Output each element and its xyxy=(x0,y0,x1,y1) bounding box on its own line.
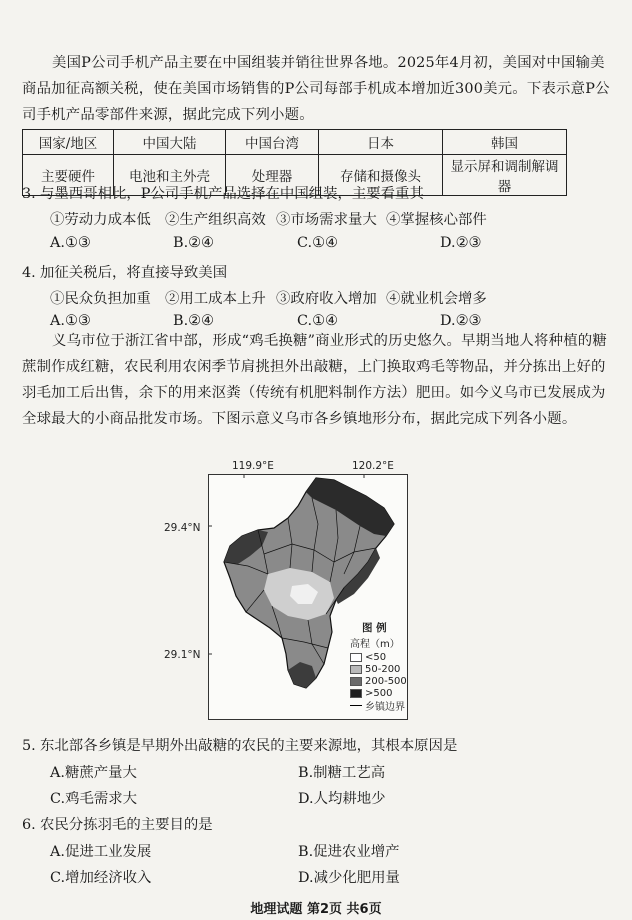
legend-line-swatch xyxy=(350,705,362,706)
yiwu-terrain-map xyxy=(160,460,420,722)
longitude-label-left: 119.9°E xyxy=(232,460,274,472)
choice-a[interactable]: A.糖蔗产量大 xyxy=(50,765,137,781)
statement-item: ③政府收入增加 xyxy=(276,291,377,307)
choice-b[interactable]: B.促进农业增产 xyxy=(298,844,400,860)
choice-c[interactable]: C.鸡毛需求大 xyxy=(50,791,138,807)
legend-item: 200-500 xyxy=(350,675,407,687)
intro-paragraph-1: 美国P公司手机产品主要在中国组装并销往世界各地。2025年4月初，美国对中国输美商品加征高额关税，使在美国市场销售的P公司每部手机成本增加近300美元。下表示意P公司手机产品零部件来源，据此完成下列小题。 xyxy=(22,55,610,123)
statement-item: ②生产组织高效 xyxy=(165,212,266,228)
longitude-label-right: 120.2°E xyxy=(352,460,394,472)
choice-c[interactable]: C.增加经济收入 xyxy=(50,870,152,886)
table-cell: 处理器 xyxy=(226,155,319,196)
question-number: 6. xyxy=(22,817,36,833)
legend-swatch xyxy=(350,689,362,698)
table-cell: 日本 xyxy=(319,130,443,155)
question-4 xyxy=(22,261,227,282)
table-row xyxy=(23,130,567,155)
choice-d[interactable]: D.②③ xyxy=(440,313,482,329)
table-cell: 主要硬件 xyxy=(23,155,114,196)
table-cell: 中国大陆 xyxy=(114,130,226,155)
legend-item: >500 xyxy=(350,687,407,699)
statement-item: ④掌握核心部件 xyxy=(386,212,487,228)
legend-item: <50 xyxy=(350,651,407,663)
question-number: 5. xyxy=(22,738,36,754)
legend-item: 50-200 xyxy=(350,663,407,675)
statement-item: ①民众负担加重 xyxy=(50,291,151,307)
legend-swatch xyxy=(350,677,362,686)
table-cell: 电池和主外壳 xyxy=(114,155,226,196)
table-cell: 中国台湾 xyxy=(226,130,319,155)
statement-item: ③市场需求量大 xyxy=(276,212,377,228)
map-legend xyxy=(350,620,407,711)
statement-item: ④就业机会增多 xyxy=(386,291,487,307)
legend-item: 乡镇边界 xyxy=(350,699,407,711)
question-stem: 与墨西哥相比，P公司手机产品选择在中国组装，主要看重其 xyxy=(40,186,424,202)
question-number: 4. xyxy=(22,265,36,281)
table-cell: 国家/地区 xyxy=(23,130,114,155)
latitude-label-bottom: 29.1°N xyxy=(164,649,201,661)
page-footer: 地理试题 第2页 共6页 xyxy=(250,902,382,917)
legend-unit: 高程（m） xyxy=(350,639,400,650)
question-3 xyxy=(22,182,424,203)
question-stem: 农民分拣羽毛的主要目的是 xyxy=(40,817,213,833)
choice-d[interactable]: D.人均耕地少 xyxy=(298,791,386,807)
choice-a[interactable]: A.促进工业发展 xyxy=(50,844,152,860)
legend-swatch xyxy=(350,653,362,662)
question-number: 3. xyxy=(22,186,36,202)
table-cell: 韩国 xyxy=(443,130,567,155)
choice-b[interactable]: B.制糖工艺高 xyxy=(298,765,386,781)
question-stem: 东北部各乡镇是早期外出敲糖的农民的主要来源地，其根本原因是 xyxy=(40,738,458,754)
choice-d[interactable]: D.②③ xyxy=(440,235,482,251)
question-5 xyxy=(22,734,457,755)
question-stem: 加征关税后，将直接导致美国 xyxy=(40,265,228,281)
table-cell: 显示屏和调制解调器 xyxy=(443,155,567,196)
table-cell: 存储和摄像头 xyxy=(319,155,443,196)
choice-d[interactable]: D.减少化肥用量 xyxy=(298,870,400,886)
choice-b[interactable]: B.②④ xyxy=(173,313,214,329)
choice-a[interactable]: A.①③ xyxy=(50,313,91,329)
statement-item: ①劳动力成本低 xyxy=(50,212,151,228)
intro-paragraph-2: 义乌市位于浙江省中部，形成“鸡毛换糖”商业形式的历史悠久。早期当地人将种植的糖蔗制作成红糖，农民利用农闲季节肩挑担外出敲糖，上门换取鸡毛等物品，并分拣出上好的羽毛加工后出售，余下的用来沤粪（传统有机肥料制作方法）肥田。如今义乌市已发展成为全球最大的小商品批发市场。下图示意义乌市各乡镇地形分布，据此完成下列各小题。 xyxy=(22,333,607,427)
statement-item: ②用工成本上升 xyxy=(165,291,266,307)
question-6 xyxy=(22,813,213,834)
choice-a[interactable]: A.①③ xyxy=(50,235,91,251)
legend-title: 图 例 xyxy=(362,622,387,634)
latitude-label-top: 29.4°N xyxy=(164,522,201,534)
choice-c[interactable]: C.①④ xyxy=(297,313,338,329)
choice-b[interactable]: B.②④ xyxy=(173,235,214,251)
legend-swatch xyxy=(350,665,362,674)
choice-c[interactable]: C.①④ xyxy=(297,235,338,251)
